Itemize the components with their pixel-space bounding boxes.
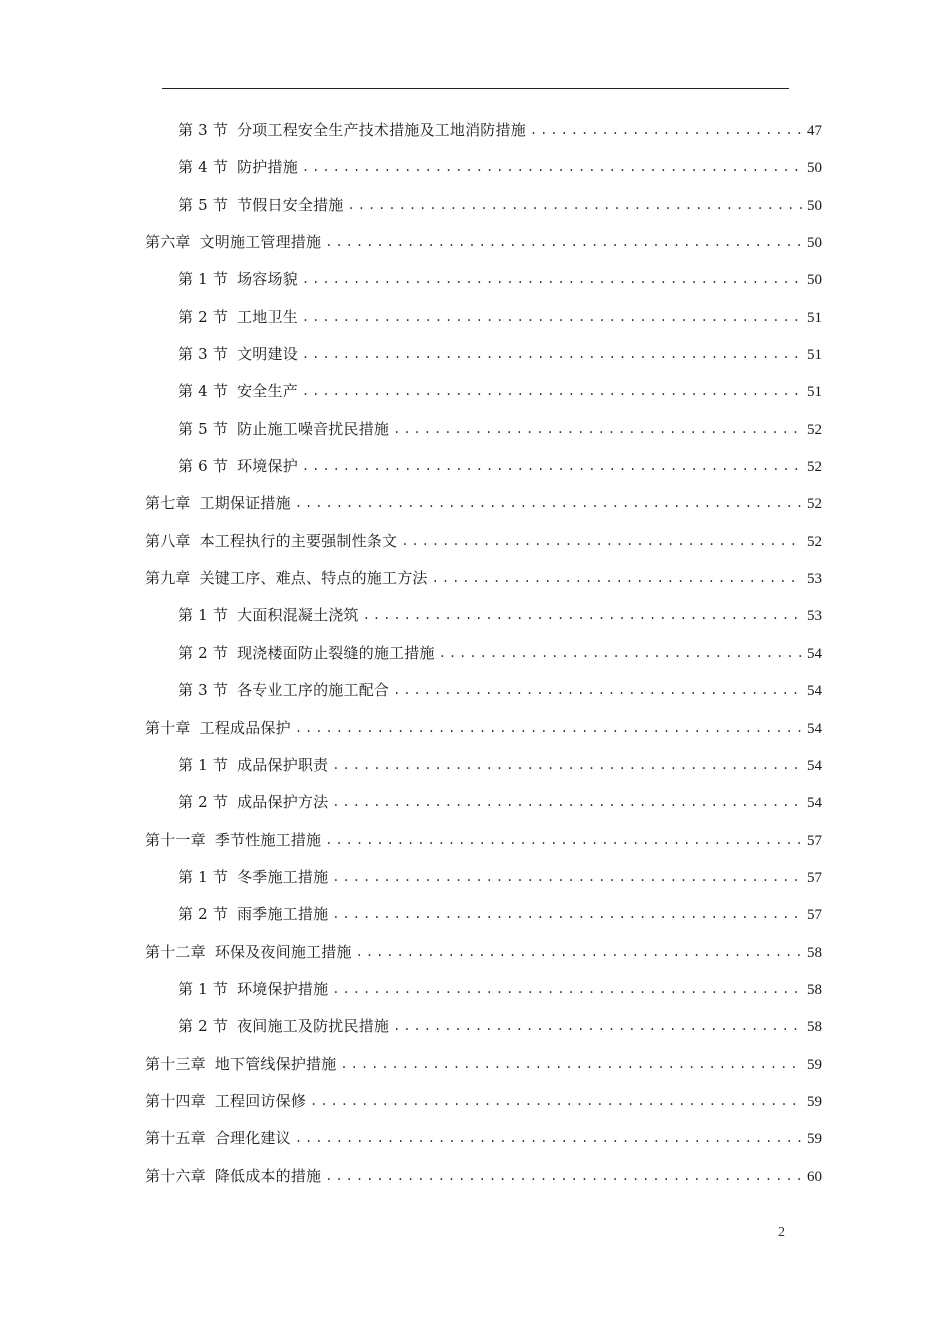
toc-entry-title: 大面积混凝土浇筑 xyxy=(237,606,359,625)
toc-dot-leader xyxy=(348,196,803,214)
toc-entry-number: 第 1 节 xyxy=(178,867,229,886)
toc-dot-leader xyxy=(325,1167,802,1185)
toc-entry-line xyxy=(145,233,822,252)
toc-dot-leader xyxy=(332,905,802,923)
toc-section-entry[interactable] xyxy=(0,597,950,634)
toc-entry-number: 第七章 xyxy=(145,494,191,513)
toc-dot-leader xyxy=(332,793,802,811)
toc-entry-number: 第十六章 xyxy=(145,1166,206,1185)
toc-entry-title: 合理化建议 xyxy=(214,1129,291,1148)
toc-section-entry[interactable] xyxy=(0,896,950,933)
toc-entry-label xyxy=(178,270,298,288)
toc-dot-leader xyxy=(356,943,802,961)
toc-entry-line xyxy=(145,943,822,962)
toc-entry-label xyxy=(178,1017,389,1035)
toc-entry-title: 环保及夜间施工措施 xyxy=(214,942,352,961)
toc-entry-label xyxy=(178,382,298,400)
toc-entry-page: 47 xyxy=(807,123,822,139)
toc-chapter-entry[interactable] xyxy=(0,224,950,261)
toc-entry-number: 第十五章 xyxy=(145,1129,206,1148)
toc-entry-label xyxy=(178,868,328,886)
toc-entry-label xyxy=(145,532,397,550)
toc-entry-label xyxy=(178,905,328,923)
toc-entry-line xyxy=(178,382,822,401)
toc-dot-leader xyxy=(325,831,802,849)
toc-dot-leader xyxy=(302,270,802,288)
toc-entry-title: 成品保护方法 xyxy=(237,793,329,812)
toc-entry-page: 57 xyxy=(807,869,822,886)
toc-entry-number: 第十一章 xyxy=(145,830,206,849)
toc-entry-title: 季节性施工措施 xyxy=(214,830,322,849)
toc-entry-line xyxy=(178,457,822,476)
toc-entry-line xyxy=(145,1167,822,1186)
toc-entry-title: 环境保护 xyxy=(237,457,298,476)
toc-entry-page: 58 xyxy=(807,981,822,998)
toc-entry-page: 50 xyxy=(807,197,822,214)
toc-entry-line xyxy=(178,308,822,327)
toc-entry-page: 60 xyxy=(807,1168,822,1185)
toc-entry-page: 57 xyxy=(807,832,822,849)
toc-entry-title: 现浇楼面防止裂缝的施工措施 xyxy=(237,643,435,662)
toc-dot-leader xyxy=(302,308,802,326)
toc-entry-label xyxy=(178,793,328,811)
toc-entry-line xyxy=(145,532,822,551)
toc-dot-leader xyxy=(439,644,802,662)
toc-section-entry[interactable] xyxy=(0,1008,950,1045)
toc-entry-line xyxy=(178,905,822,924)
toc-entry-page: 51 xyxy=(807,347,822,364)
toc-entry-title: 工地卫生 xyxy=(237,307,298,326)
toc-entry-line xyxy=(178,606,822,625)
toc-chapter-entry[interactable] xyxy=(0,934,950,971)
toc-entry-title: 工程成品保护 xyxy=(199,718,291,737)
toc-entry-page: 58 xyxy=(807,944,822,961)
toc-entry-label xyxy=(145,569,428,587)
toc-dot-leader xyxy=(302,457,802,475)
toc-entry-label xyxy=(145,1092,306,1110)
toc-entry-page: 52 xyxy=(807,421,822,438)
toc-entry-title: 防止施工噪音扰民措施 xyxy=(237,419,390,438)
toc-entry-number: 第 1 节 xyxy=(178,979,229,998)
toc-entry-line xyxy=(145,494,822,513)
toc-entry-page: 59 xyxy=(807,1056,822,1073)
header-rule xyxy=(162,88,789,89)
toc-dot-leader xyxy=(302,158,802,176)
toc-section-entry[interactable] xyxy=(0,149,950,186)
toc-dot-leader xyxy=(530,121,802,139)
toc-chapter-entry[interactable] xyxy=(0,1120,950,1157)
toc-entry-number: 第九章 xyxy=(145,569,191,588)
toc-entry-title: 节假日安全措施 xyxy=(237,195,344,214)
toc-entry-number: 第 1 节 xyxy=(178,270,229,289)
toc-dot-leader xyxy=(295,494,802,512)
toc-entry-title: 防护措施 xyxy=(237,158,298,177)
toc-entry-page: 50 xyxy=(807,160,822,177)
toc-dot-leader xyxy=(310,1092,802,1110)
toc-entry-line xyxy=(178,158,822,177)
toc-dot-leader xyxy=(393,420,802,438)
toc-entry-title: 安全生产 xyxy=(237,382,298,401)
toc-entry-label xyxy=(145,1055,336,1073)
toc-entry-label xyxy=(178,308,298,326)
toc-entry-line xyxy=(178,681,822,700)
toc-chapter-entry[interactable] xyxy=(0,822,950,859)
toc-dot-leader xyxy=(432,569,802,587)
toc-entry-number: 第 5 节 xyxy=(178,419,229,438)
toc-entry-page: 51 xyxy=(807,384,822,401)
toc-dot-leader xyxy=(295,719,802,737)
toc-entry-title: 冬季施工措施 xyxy=(237,867,329,886)
toc-section-entry[interactable] xyxy=(0,859,950,896)
toc-entry-title: 成品保护职责 xyxy=(237,755,329,774)
toc-entry-label xyxy=(145,943,352,961)
toc-dot-leader xyxy=(401,532,802,550)
toc-entry-line xyxy=(145,1092,822,1111)
toc-dot-leader xyxy=(325,233,802,251)
toc-entry-line xyxy=(145,831,822,850)
toc-entry-line xyxy=(178,644,822,663)
toc-entry-line xyxy=(178,420,822,439)
toc-entry-page: 54 xyxy=(807,757,822,774)
toc-entry-label xyxy=(178,980,328,998)
toc-entry-number: 第 1 节 xyxy=(178,755,229,774)
toc-entry-number: 第 2 节 xyxy=(178,1017,229,1036)
toc-entry-label xyxy=(178,606,359,624)
toc-dot-leader xyxy=(332,756,802,774)
toc-dot-leader xyxy=(393,1017,802,1035)
toc-entry-number: 第 1 节 xyxy=(178,606,229,625)
toc-entry-title: 环境保护措施 xyxy=(237,979,329,998)
toc-entry-label xyxy=(178,644,435,662)
toc-section-entry[interactable] xyxy=(0,747,950,784)
toc-entry-title: 雨季施工措施 xyxy=(237,905,329,924)
toc-entry-number: 第 2 节 xyxy=(178,307,229,326)
toc-section-entry[interactable] xyxy=(0,448,950,485)
toc-section-entry[interactable] xyxy=(0,336,950,373)
toc-entry-number: 第 5 节 xyxy=(178,195,229,214)
toc-entry-number: 第八章 xyxy=(145,531,191,550)
toc-entry-line xyxy=(178,345,822,364)
toc-entry-label xyxy=(178,196,344,214)
toc-entry-line xyxy=(145,1055,822,1074)
toc-entry-label xyxy=(145,831,321,849)
toc-section-entry[interactable] xyxy=(0,112,950,149)
toc-entry-label xyxy=(178,121,526,139)
toc-section-entry[interactable] xyxy=(0,672,950,709)
toc-entry-page: 52 xyxy=(807,533,822,550)
toc-entry-label xyxy=(178,681,389,699)
toc-entry-label xyxy=(178,457,298,475)
toc-entry-number: 第十四章 xyxy=(145,1091,206,1110)
toc-entry-label xyxy=(145,1129,291,1147)
toc-entry-page: 54 xyxy=(807,683,822,700)
toc-entry-page: 53 xyxy=(807,608,822,625)
toc-chapter-entry[interactable] xyxy=(0,1158,950,1195)
toc-entry-label xyxy=(145,233,321,251)
toc-entry-line xyxy=(178,196,822,215)
toc-entry-line xyxy=(145,1129,822,1148)
toc-entry-line xyxy=(178,1017,822,1036)
toc-dot-leader xyxy=(295,1129,802,1147)
toc-chapter-entry[interactable] xyxy=(0,1083,950,1120)
toc-entry-page: 54 xyxy=(807,720,822,737)
toc-section-entry[interactable] xyxy=(0,411,950,448)
toc-entry-line xyxy=(178,980,822,999)
toc-section-entry[interactable] xyxy=(0,187,950,224)
toc-dot-leader xyxy=(363,606,802,624)
toc-entry-title: 各专业工序的施工配合 xyxy=(237,681,390,700)
toc-entry-title: 地下管线保护措施 xyxy=(214,1054,337,1073)
toc-entry-number: 第 2 节 xyxy=(178,905,229,924)
toc-dot-leader xyxy=(302,382,802,400)
toc-chapter-entry[interactable] xyxy=(0,560,950,597)
toc-entry-number: 第 4 节 xyxy=(178,382,229,401)
toc-entry-title: 关键工序、难点、特点的施工方法 xyxy=(199,569,428,588)
toc-entry-page: 57 xyxy=(807,907,822,924)
toc-dot-leader xyxy=(302,345,802,363)
toc-entry-number: 第六章 xyxy=(145,233,191,252)
toc-entry-page: 50 xyxy=(807,235,822,252)
toc-entry-title: 工程回访保修 xyxy=(214,1091,307,1110)
toc-entry-page: 52 xyxy=(807,496,822,513)
toc-entry-title: 本工程执行的主要强制性条文 xyxy=(199,531,398,550)
toc-entry-line xyxy=(145,569,822,588)
toc-dot-leader xyxy=(332,868,802,886)
toc-entry-number: 第 3 节 xyxy=(178,345,229,364)
toc-entry-title: 分项工程安全生产技术措施及工地消防措施 xyxy=(237,121,526,139)
toc-entry-title: 降低成本的措施 xyxy=(214,1166,322,1185)
toc-entry-line xyxy=(178,270,822,289)
toc-entry-page: 53 xyxy=(807,571,822,588)
toc-entry-label xyxy=(178,158,298,176)
toc-entry-line xyxy=(178,793,822,812)
toc-entry-line xyxy=(178,868,822,887)
toc-entry-title: 文明施工管理措施 xyxy=(199,233,322,252)
toc-entry-page: 52 xyxy=(807,459,822,476)
toc-entry-number: 第 2 节 xyxy=(178,793,229,812)
toc-section-entry[interactable] xyxy=(0,784,950,821)
toc-entry-number: 第十三章 xyxy=(145,1054,206,1073)
toc-section-entry[interactable] xyxy=(0,971,950,1008)
toc-entry-line xyxy=(145,719,822,738)
toc-entry-title: 夜间施工及防扰民措施 xyxy=(237,1017,390,1036)
toc-entry-label xyxy=(178,345,298,363)
toc-entry-page: 50 xyxy=(807,272,822,289)
toc-entry-label xyxy=(145,494,291,512)
toc-entry-line xyxy=(178,121,822,140)
toc-section-entry[interactable] xyxy=(0,373,950,410)
toc-entry-title: 场容场貌 xyxy=(237,270,298,289)
toc-entry-label xyxy=(178,420,389,438)
table-of-contents xyxy=(0,112,950,1195)
toc-chapter-entry[interactable] xyxy=(0,485,950,522)
toc-chapter-entry[interactable] xyxy=(0,1046,950,1083)
toc-entry-page: 54 xyxy=(807,645,822,662)
toc-entry-page: 54 xyxy=(807,795,822,812)
toc-entry-number: 第 2 节 xyxy=(178,643,229,662)
page-number: 2 xyxy=(778,1225,785,1240)
toc-entry-line xyxy=(178,756,822,775)
toc-chapter-entry[interactable] xyxy=(0,710,950,747)
toc-dot-leader xyxy=(332,980,802,998)
toc-entry-page: 58 xyxy=(807,1019,822,1036)
toc-entry-number: 第十章 xyxy=(145,718,191,737)
toc-entry-label xyxy=(145,1167,321,1185)
toc-entry-number: 第十二章 xyxy=(145,942,206,961)
toc-chapter-entry[interactable] xyxy=(0,523,950,560)
toc-entry-number: 第 3 节 xyxy=(178,681,229,700)
toc-dot-leader xyxy=(340,1055,802,1073)
toc-section-entry[interactable] xyxy=(0,635,950,672)
toc-entry-number: 第 3 节 xyxy=(178,121,229,139)
toc-section-entry[interactable] xyxy=(0,261,950,298)
toc-entry-number: 第 6 节 xyxy=(178,457,229,476)
toc-section-entry[interactable] xyxy=(0,299,950,336)
toc-entry-title: 工期保证措施 xyxy=(199,494,291,513)
toc-dot-leader xyxy=(393,681,802,699)
toc-entry-label xyxy=(145,719,291,737)
toc-entry-title: 文明建设 xyxy=(237,345,298,364)
toc-entry-page: 51 xyxy=(807,309,822,326)
toc-entry-number: 第 4 节 xyxy=(178,158,229,177)
toc-entry-label xyxy=(178,756,328,774)
toc-entry-page: 59 xyxy=(807,1093,822,1110)
toc-entry-page: 59 xyxy=(807,1131,822,1148)
